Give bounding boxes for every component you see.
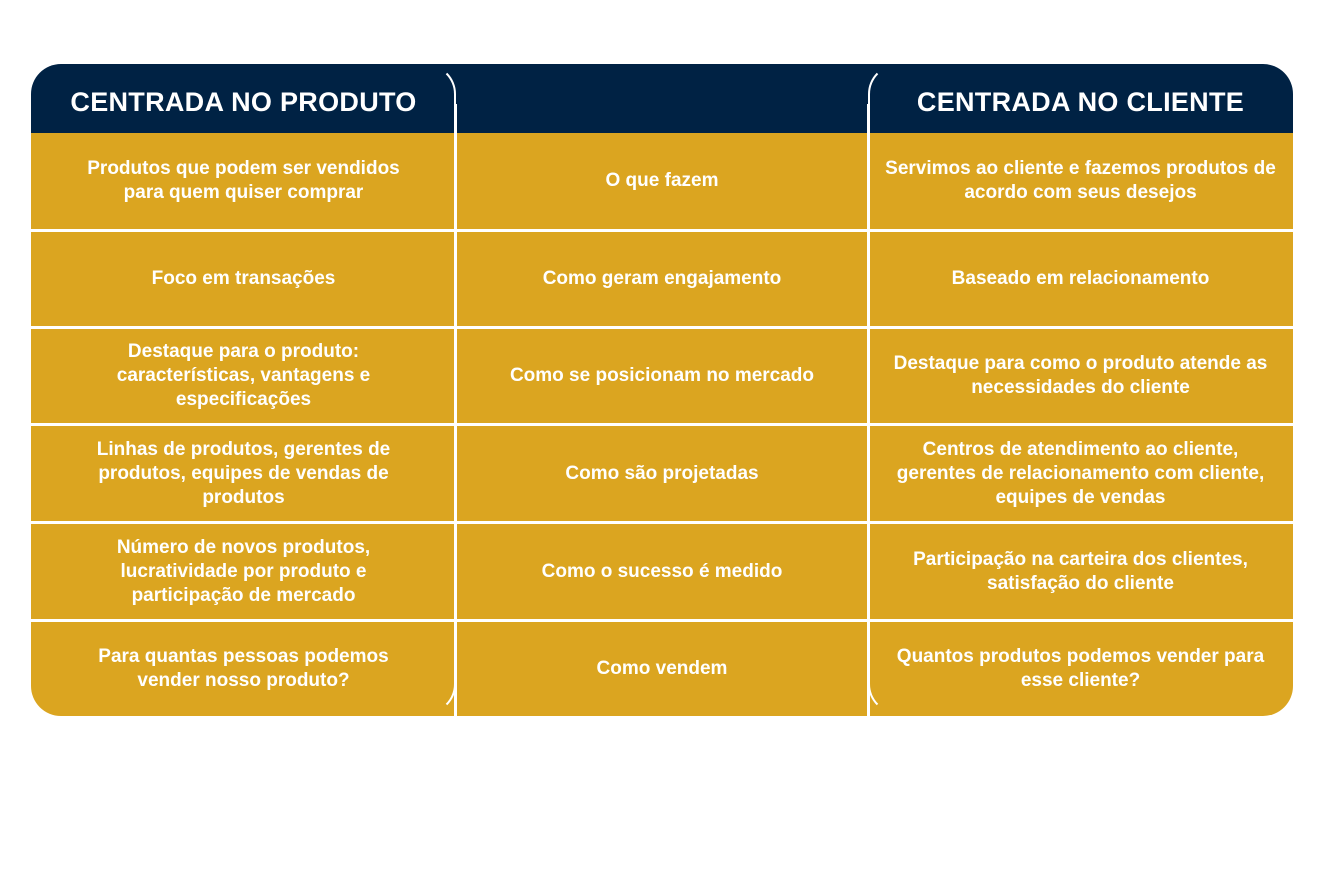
- row-4-product: Linhas de produtos, gerentes de produtos, equipes de vendas de produtos: [96, 438, 391, 508]
- client-column-outline: [868, 64, 1293, 714]
- header-client-centered: CENTRADA NO CLIENTE: [916, 87, 1245, 117]
- row-5-product: Número de novos produtos, lucratividade por produto e participação de mercado: [116, 536, 371, 606]
- row-2-product: Foco em transações: [151, 268, 336, 289]
- row-3-product: Destaque para o produto: características, vantagens e especificações: [116, 341, 371, 410]
- row-2-aspect: Como geram engajamento: [542, 268, 782, 289]
- row-1-product: Produtos que podem ser vendidos para quem quiser comprar: [87, 158, 400, 203]
- comparison-table: [31, 64, 1293, 716]
- row-6-client: Quantos produtos podemos vender para esse cliente?: [896, 646, 1265, 691]
- row-1-aspect: O que fazem: [605, 170, 719, 191]
- header-middle: [456, 64, 868, 133]
- row-5-client: Participação na carteira dos clientes, satisfação do cliente: [913, 548, 1248, 594]
- row-5-aspect: Como o sucesso é medido: [541, 560, 783, 582]
- row-2-client: Baseado em relacionamento: [951, 268, 1210, 289]
- row-1-client: Servimos ao cliente e fazemos produtos de acordo com seus desejos: [885, 158, 1276, 203]
- row-3-client: Destaque para como o produto atende as necessidades do cliente: [893, 353, 1268, 398]
- row-4-client: Centros de atendimento ao cliente, gerentes de relacionamento com cliente, equipes de vendas: [896, 438, 1265, 508]
- header-product-centered: CENTRADA NO PRODUTO: [70, 87, 417, 117]
- row-6-product: Para quantas pessoas podemos vender nosso produto?: [98, 646, 389, 691]
- product-column-outline: [31, 64, 456, 714]
- row-6-aspect: Como vendem: [596, 658, 728, 679]
- row-4-aspect: Como são projetadas: [565, 462, 759, 484]
- row-3-aspect: Como se posicionam no mercado: [509, 365, 815, 386]
